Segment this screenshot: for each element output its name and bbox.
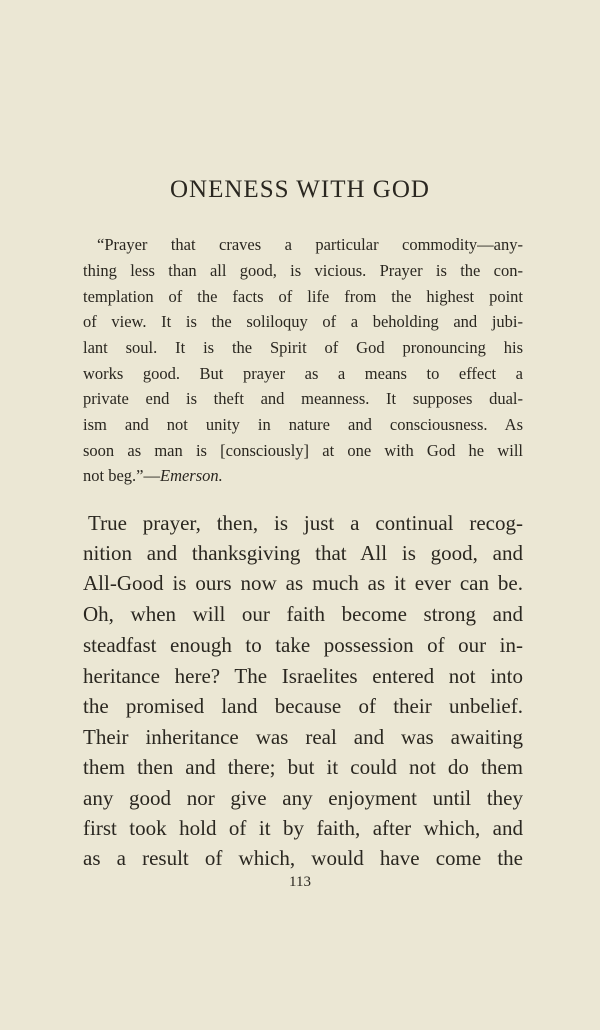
body-line: as a result of which, would have come the [83,846,523,870]
quote-line: thing less than all good, is vicious. Prayer is the con- [83,261,523,280]
body-line: All-Good is ours now as much as it ever can be. [83,571,523,595]
quote-attribution: Emerson. [159,466,223,485]
quote-line: of view. It is the soliloquy of a beholding and jubi- [83,312,523,331]
quote-text: not beg.”— [83,466,160,485]
quote-line: ism and not unity in nature and consciousness. As [83,415,523,434]
quote-line: works good. But prayer as a means to effect a [83,364,523,383]
body-line: steadfast enough to take possession of our in- [83,633,523,657]
quote-line: lant soul. It is the Spirit of God pronouncing his [83,338,523,357]
quote-line: soon as man is [consciously] at one with God he will [83,441,523,460]
body-line: True prayer, then, is just a continual recog- [88,511,523,535]
body-line: them then and there; but it could not do them [83,755,523,779]
quote-line: “Prayer that craves a particular commodity—any- [97,235,523,254]
page-title: ONENESS WITH GOD [170,176,430,203]
body-line: heritance here? The Israelites entered not into [83,664,523,688]
quote-line: templation of the facts of life from the highest point [83,287,523,306]
body-line: the promised land because of their unbelief. [83,694,523,718]
body-line: first took hold of it by faith, after which, and [83,816,523,840]
quote-line: private end is theft and meanness. It supposes dual- [83,389,523,408]
body-line: any good nor give any enjoyment until they [83,786,523,810]
body-line: Oh, when will our faith become strong and [83,602,523,626]
page-number: 113 [289,874,311,890]
body-line: nition and thanksgiving that All is good, and [83,541,523,565]
body-line: Their inheritance was real and was awaiting [83,725,523,749]
quote-line-last [83,464,523,488]
